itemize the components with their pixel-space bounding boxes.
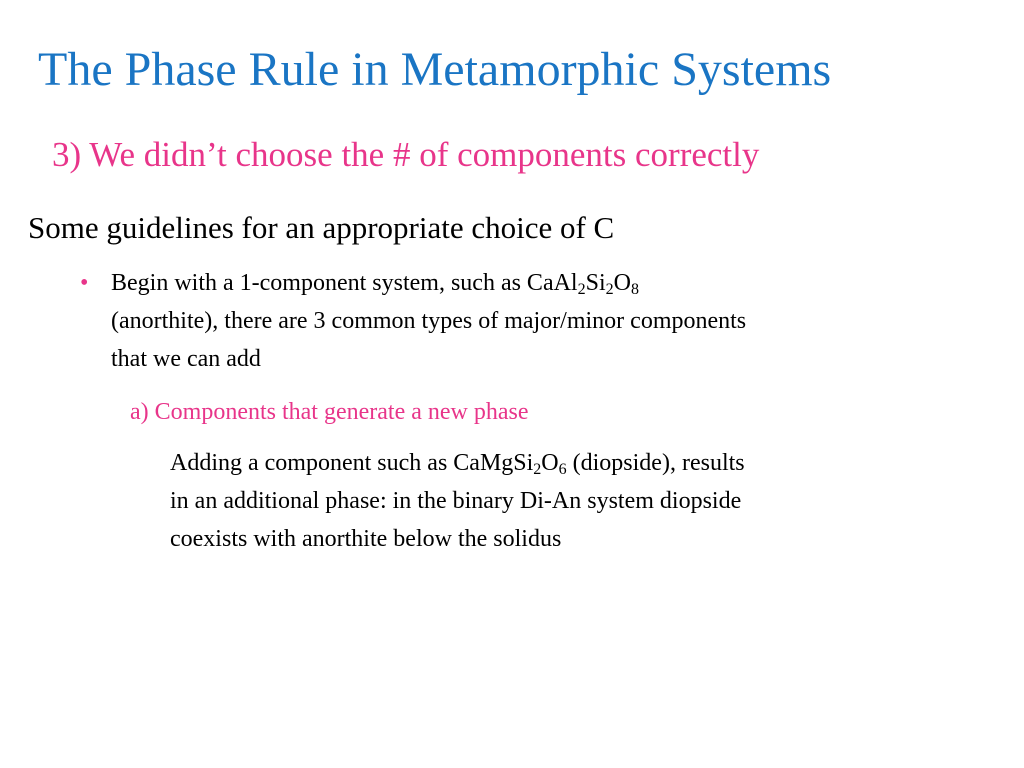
formula-part: O <box>541 450 559 476</box>
detail-line-3: coexists with anorthite below the solidus <box>170 526 562 552</box>
bullet-line-2: (anorthite), there are 3 common types of major/minor components <box>111 308 747 334</box>
formula-subscript: 2 <box>577 281 586 298</box>
bullet-text <box>111 264 1024 378</box>
intro-text: Some guidelines for an appropriate choice of C <box>28 210 615 245</box>
slide-title: The Phase Rule in Metamorphic Systems <box>38 43 832 96</box>
formula-part: O <box>613 270 631 296</box>
formula-subscript: 2 <box>605 281 614 298</box>
bullet-line-3: that we can add <box>111 346 261 372</box>
sub-item-heading: a) Components that generate a new phase <box>130 399 529 425</box>
detail-paragraph <box>170 444 745 558</box>
formula-subscript: 8 <box>630 281 639 298</box>
detail-line-1-prefix: Adding a component such as CaMgSi <box>170 450 534 476</box>
formula-part: Si <box>585 270 606 296</box>
formula-subscript: 2 <box>533 461 542 478</box>
bullet-line-1 <box>111 264 1024 302</box>
detail-line-2: in an additional phase: in the binary Di-An system diopside <box>170 488 742 514</box>
bullet-marker: • <box>80 270 89 296</box>
slide-subtitle: 3) We didn’t choose the # of components correctly <box>52 135 760 174</box>
formula-subscript: 6 <box>558 461 567 478</box>
bullet-line-1-prefix: Begin with a 1-component system, such as CaAl <box>111 270 578 296</box>
detail-line-1-suffix: (diopside), results <box>566 450 745 476</box>
detail-line-1 <box>170 444 745 482</box>
